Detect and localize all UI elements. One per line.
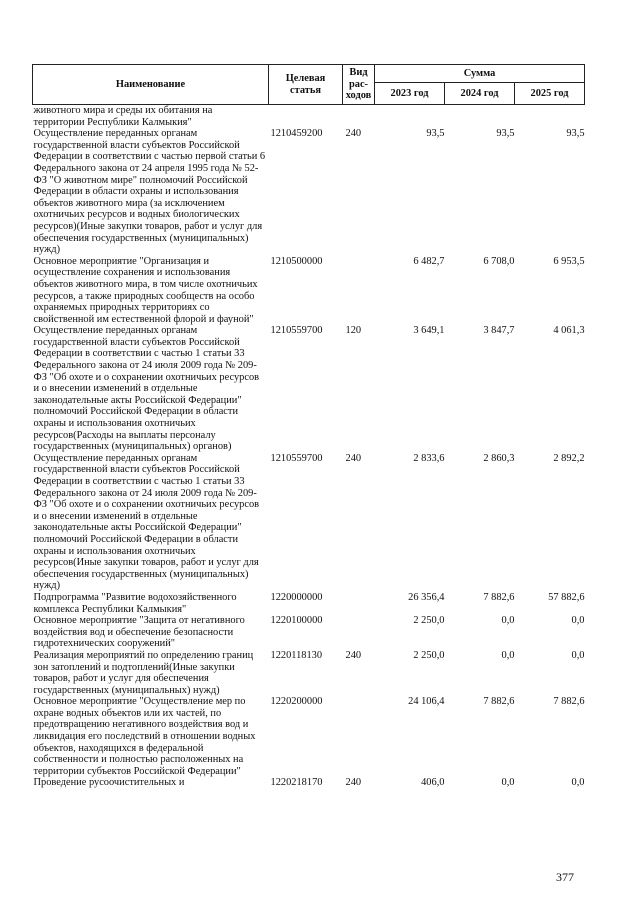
table-row xyxy=(33,453,585,592)
header-year-2023: 2023 год xyxy=(375,83,445,105)
row-name: Осуществление переданных органам государственной власти субъектов Российской Федерации в соответствии с частью 1 статьи 33 Федерального закона от 24 июля 2009 года № 209-ФЗ "Об охоте и о сохранении охотничьих ресурсов и о внесении изменений в отдельные законодательные акты Российской Федерации" полномочий Российской Федерации в области охраны и использования охотничьих ресурсов(Иные закупки товаров, работ и услуг для обеспечения государственных (муниципальных) нужд) xyxy=(33,452,260,592)
row-sum-2024: 0,0 xyxy=(501,777,515,789)
row-expense-type xyxy=(343,256,375,326)
table-row xyxy=(33,256,585,326)
row-expense-type: 120 xyxy=(345,325,362,337)
row-target-article: 1220200000 xyxy=(270,696,323,708)
row-name: Основное мероприятие "Защита от негативного воздействия вод и обеспечение безопасности гидротехнических сооружений" xyxy=(33,615,245,650)
row-sum-2025: 57 882,6 xyxy=(548,591,585,603)
table-row xyxy=(33,592,585,615)
table-body xyxy=(33,105,585,790)
header-year-2025: 2025 год xyxy=(515,83,585,105)
row-sum-2024: 0,0 xyxy=(501,649,515,661)
budget-table xyxy=(32,64,585,789)
row-expense-type xyxy=(343,696,375,777)
row-sum-2024: 6 708,0 xyxy=(483,255,515,267)
table-header xyxy=(33,65,585,105)
row-sum-2024: 93,5 xyxy=(496,128,515,140)
row-target-article: 1210459200 xyxy=(270,128,323,140)
row-name: Проведение русоочистительных и xyxy=(33,777,185,789)
row-sum-2025: 2 892,2 xyxy=(553,452,585,464)
row-target-article: 1220000000 xyxy=(270,591,323,603)
row-sum-2023: 406,0 xyxy=(421,777,445,789)
row-sum-2025: 4 061,3 xyxy=(553,325,585,337)
row-name: Основное мероприятие "Организация и осуществление сохранения и использования объектов животного мира, в том числе охотничьих ресурсов, а также природных сообществ на особо охраняемых природных территориях со свойственной им естественной флорой и фауной" xyxy=(33,255,258,325)
row-expense-type xyxy=(343,105,375,129)
row-sum-2023: 6 482,7 xyxy=(413,255,445,267)
header-name: Наименование xyxy=(33,65,269,105)
row-sum-2023: 93,5 xyxy=(426,128,445,140)
table-row xyxy=(33,615,585,650)
header-expense-type: Вид рас-ходов xyxy=(343,65,375,105)
row-sum-2024 xyxy=(445,105,515,129)
row-name: Осуществление переданных органам государственной власти субъектов Российской Федерации в соответствии с частью первой статьи 6 Федерального закона от 24 апреля 1995 года № 52-ФЗ "О животном мире" полномочий Российской Федерации в области охраны и использования объектов животного мира (за исключением охотничьих ресурсов и водных биологических ресурсов)(Иные закупки товаров, работ и услуг для обеспечения государственных (муниципальных) нужд) xyxy=(33,128,266,256)
table-row xyxy=(33,325,585,453)
row-expense-type: 240 xyxy=(345,452,362,464)
header-year-2024: 2024 год xyxy=(445,83,515,105)
table-row xyxy=(33,128,585,256)
row-sum-2023: 2 833,6 xyxy=(413,452,445,464)
row-expense-type: 240 xyxy=(345,649,362,661)
row-name: Реализация мероприятий по определению границ зон затоплений и подтоплений(Иные закупки товаров, работ и услуг для обеспечения государственных (муниципальных) нужд) xyxy=(33,649,254,696)
row-target-article: 1220118130 xyxy=(270,649,323,661)
row-sum-2023: 2 250,0 xyxy=(413,615,445,627)
row-sum-2024: 2 860,3 xyxy=(483,452,515,464)
row-sum-2023: 26 356,4 xyxy=(408,591,445,603)
row-expense-type: 240 xyxy=(345,777,362,789)
table-row xyxy=(33,696,585,777)
table-row xyxy=(33,650,585,696)
row-expense-type: 240 xyxy=(345,128,362,140)
row-sum-2025: 93,5 xyxy=(566,128,585,140)
row-sum-2023 xyxy=(375,105,445,129)
row-sum-2025: 6 953,5 xyxy=(553,255,585,267)
row-sum-2023: 24 106,4 xyxy=(408,696,445,708)
table-row xyxy=(33,777,585,789)
row-target-article: 1210500000 xyxy=(270,255,323,267)
row-sum-2025: 0,0 xyxy=(571,777,585,789)
row-name: Осуществление переданных органам государственной власти субъектов Российской Федерации в соответствии с частью 1 статьи 33 Федерального закона от 24 июля 2009 года № 209-ФЗ "Об охоте и о сохранении охотничьих ресурсов и о внесении изменений в отдельные законодательные акты Российской Федерации" полномочий Российской Федерации в области охраны и использования охотничьих ресурсов(Расходы на выплаты персоналу государственных (муниципальных) органов) xyxy=(33,325,260,453)
row-target-article: 1220100000 xyxy=(270,615,323,627)
row-sum-2025: 0,0 xyxy=(571,615,585,627)
header-target-article: Целевая статья xyxy=(269,65,343,105)
row-sum-2023: 2 250,0 xyxy=(413,649,445,661)
row-name: Основное мероприятие "Осуществление мер по охране водных объектов или их частей, по предотвращению негативного воздействия вод и ликвидация его последствий в отношении водных объектов, находящихся в федеральной собственности и полностью расположенных на территории субъектов Российской Федерации" xyxy=(33,696,256,777)
budget-table-page xyxy=(32,64,584,789)
row-target-article xyxy=(269,105,343,129)
row-sum-2024: 7 882,6 xyxy=(483,591,515,603)
row-target-article: 1220218170 xyxy=(270,777,323,789)
row-sum-2024: 7 882,6 xyxy=(483,696,515,708)
row-name: Подпрограмма "Развитие водохозяйственного комплекса Республики Калмыкия" xyxy=(33,591,237,615)
row-target-article: 1210559700 xyxy=(270,452,323,464)
row-sum-2025 xyxy=(515,105,585,129)
page-number: 377 xyxy=(556,870,574,884)
row-sum-2025: 7 882,6 xyxy=(553,696,585,708)
row-expense-type xyxy=(343,592,375,615)
row-sum-2025: 0,0 xyxy=(571,649,585,661)
header-sum: Сумма xyxy=(375,65,585,83)
row-target-article: 1210559700 xyxy=(270,325,323,337)
table-row xyxy=(33,105,585,129)
row-sum-2024: 3 847,7 xyxy=(483,325,515,337)
row-expense-type xyxy=(343,615,375,650)
row-sum-2023: 3 649,1 xyxy=(413,325,445,337)
row-sum-2024: 0,0 xyxy=(501,615,515,627)
row-name: животного мира и среды их обитания на территории Республики Калмыкия" xyxy=(33,105,213,128)
